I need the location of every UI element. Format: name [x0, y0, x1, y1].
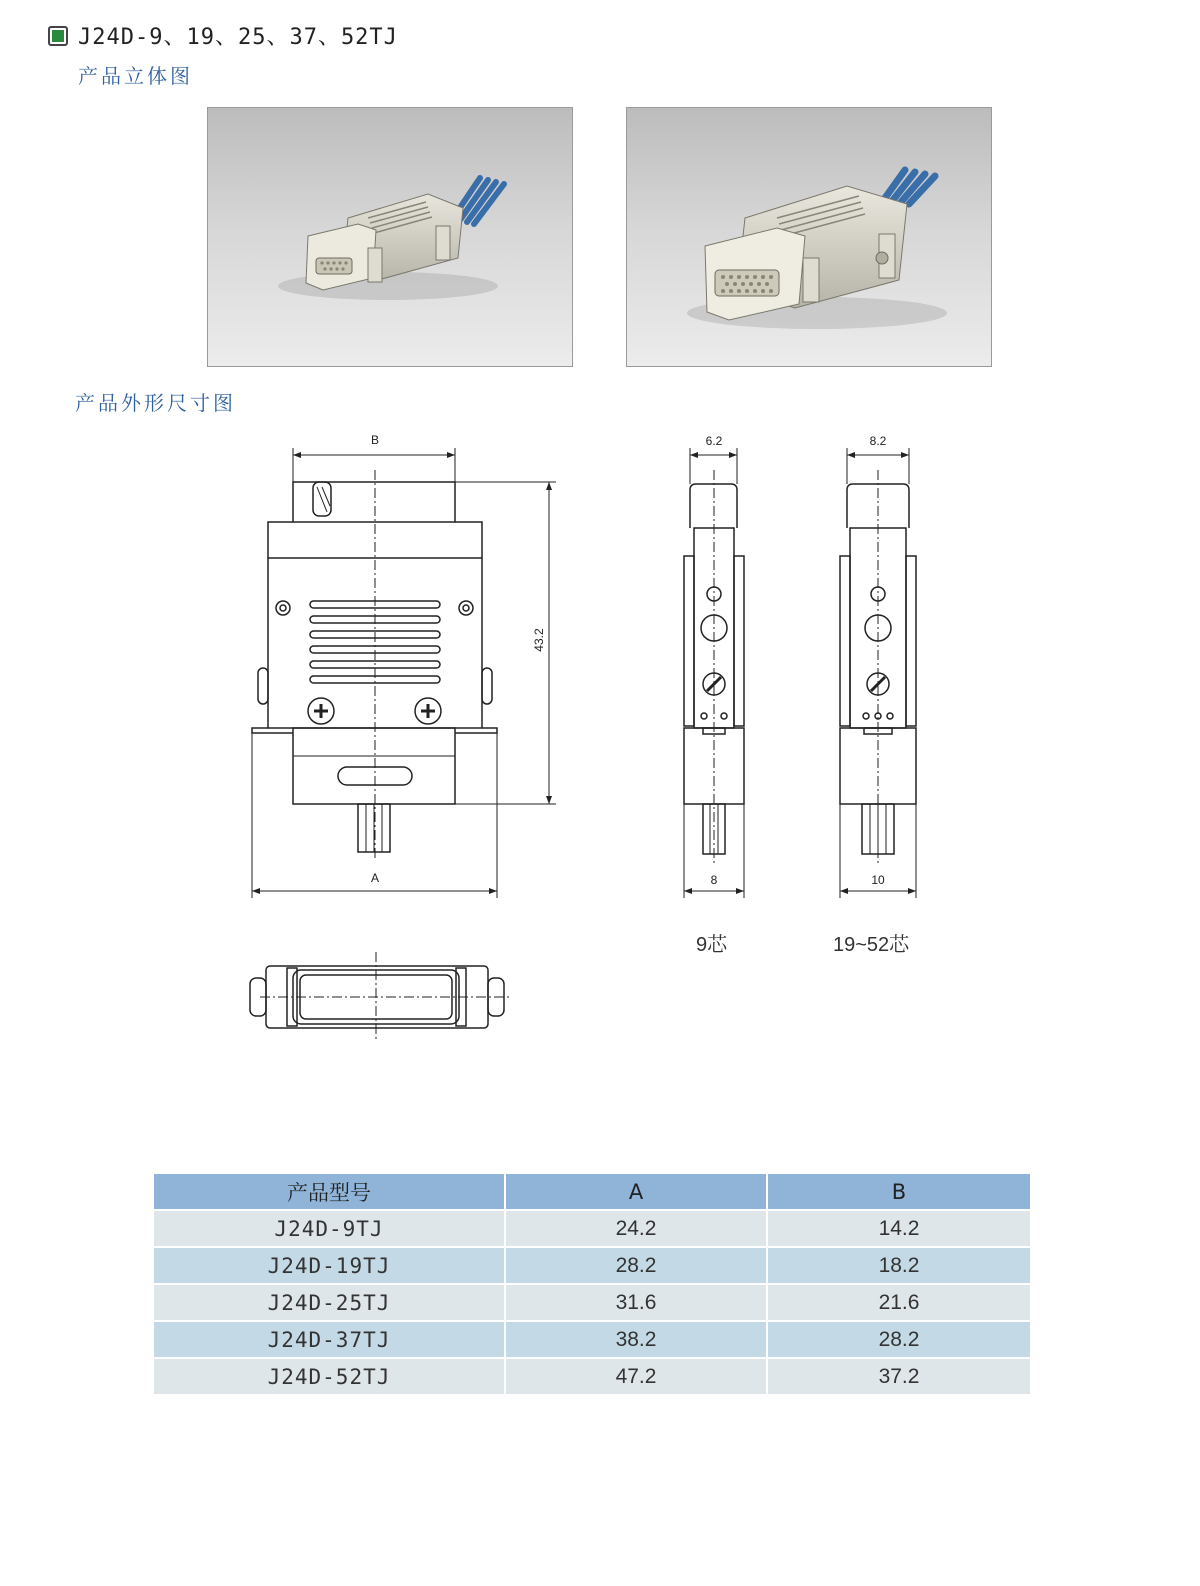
title-bullet-icon	[48, 26, 68, 46]
table-row	[154, 1248, 1030, 1285]
table-cell-a: 28.2	[506, 1248, 766, 1285]
product-photo-1	[207, 107, 573, 367]
table-cell-model: J24D-37TJ	[154, 1322, 504, 1359]
table-cell-a: 31.6	[506, 1285, 766, 1322]
table-cell-b: 28.2	[768, 1322, 1030, 1359]
dim-label-a: A	[370, 871, 380, 885]
product-photo-2	[626, 107, 992, 367]
title-row	[48, 20, 398, 51]
table-cell-b: 37.2	[768, 1359, 1030, 1396]
front-view-drawing	[252, 448, 556, 898]
table-cell-model: J24D-9TJ	[154, 1211, 504, 1248]
table-cell-a: 24.2	[506, 1211, 766, 1248]
connector-render-1	[208, 108, 572, 366]
table-cell-b: 21.6	[768, 1285, 1030, 1322]
table-header-row	[154, 1174, 1030, 1211]
dim-label-9-top: 6.2	[705, 434, 723, 448]
table-cell-model: J24D-25TJ	[154, 1285, 504, 1322]
table-cell-b: 14.2	[768, 1211, 1030, 1248]
bottom-view-drawing	[250, 952, 512, 1040]
table-header-b: B	[768, 1174, 1030, 1211]
side-view-9-core	[684, 448, 744, 898]
connector-render-2	[627, 108, 991, 366]
table-cell-a: 47.2	[506, 1359, 766, 1396]
dim-label-19-bottom: 10	[871, 873, 885, 887]
table-header-a: A	[506, 1174, 766, 1211]
table-row	[154, 1322, 1030, 1359]
table-row	[154, 1359, 1030, 1396]
page-title: J24D-9、19、25、37、52TJ	[78, 25, 398, 50]
table-cell-model: J24D-19TJ	[154, 1248, 504, 1285]
side-view-19-52-core	[840, 448, 916, 898]
dim-label-b: B	[370, 433, 380, 447]
section-label-3d-view: 产品立体图	[78, 64, 193, 88]
caption-9-core: 9芯	[696, 934, 728, 956]
dimension-table	[152, 1174, 1032, 1396]
section-label-dimensions: 产品外形尺寸图	[75, 391, 236, 415]
dim-label-19-top: 8.2	[869, 434, 887, 448]
table-cell-b: 18.2	[768, 1248, 1030, 1285]
table-cell-model: J24D-52TJ	[154, 1359, 504, 1396]
dim-label-9-bottom: 8	[710, 873, 718, 887]
table-header-model: 产品型号	[154, 1174, 504, 1211]
caption-19-52-core: 19~52芯	[833, 934, 910, 956]
table-row	[154, 1211, 1030, 1248]
dim-label-height: 43.2	[532, 628, 546, 652]
table-cell-a: 38.2	[506, 1322, 766, 1359]
table-row	[154, 1285, 1030, 1322]
